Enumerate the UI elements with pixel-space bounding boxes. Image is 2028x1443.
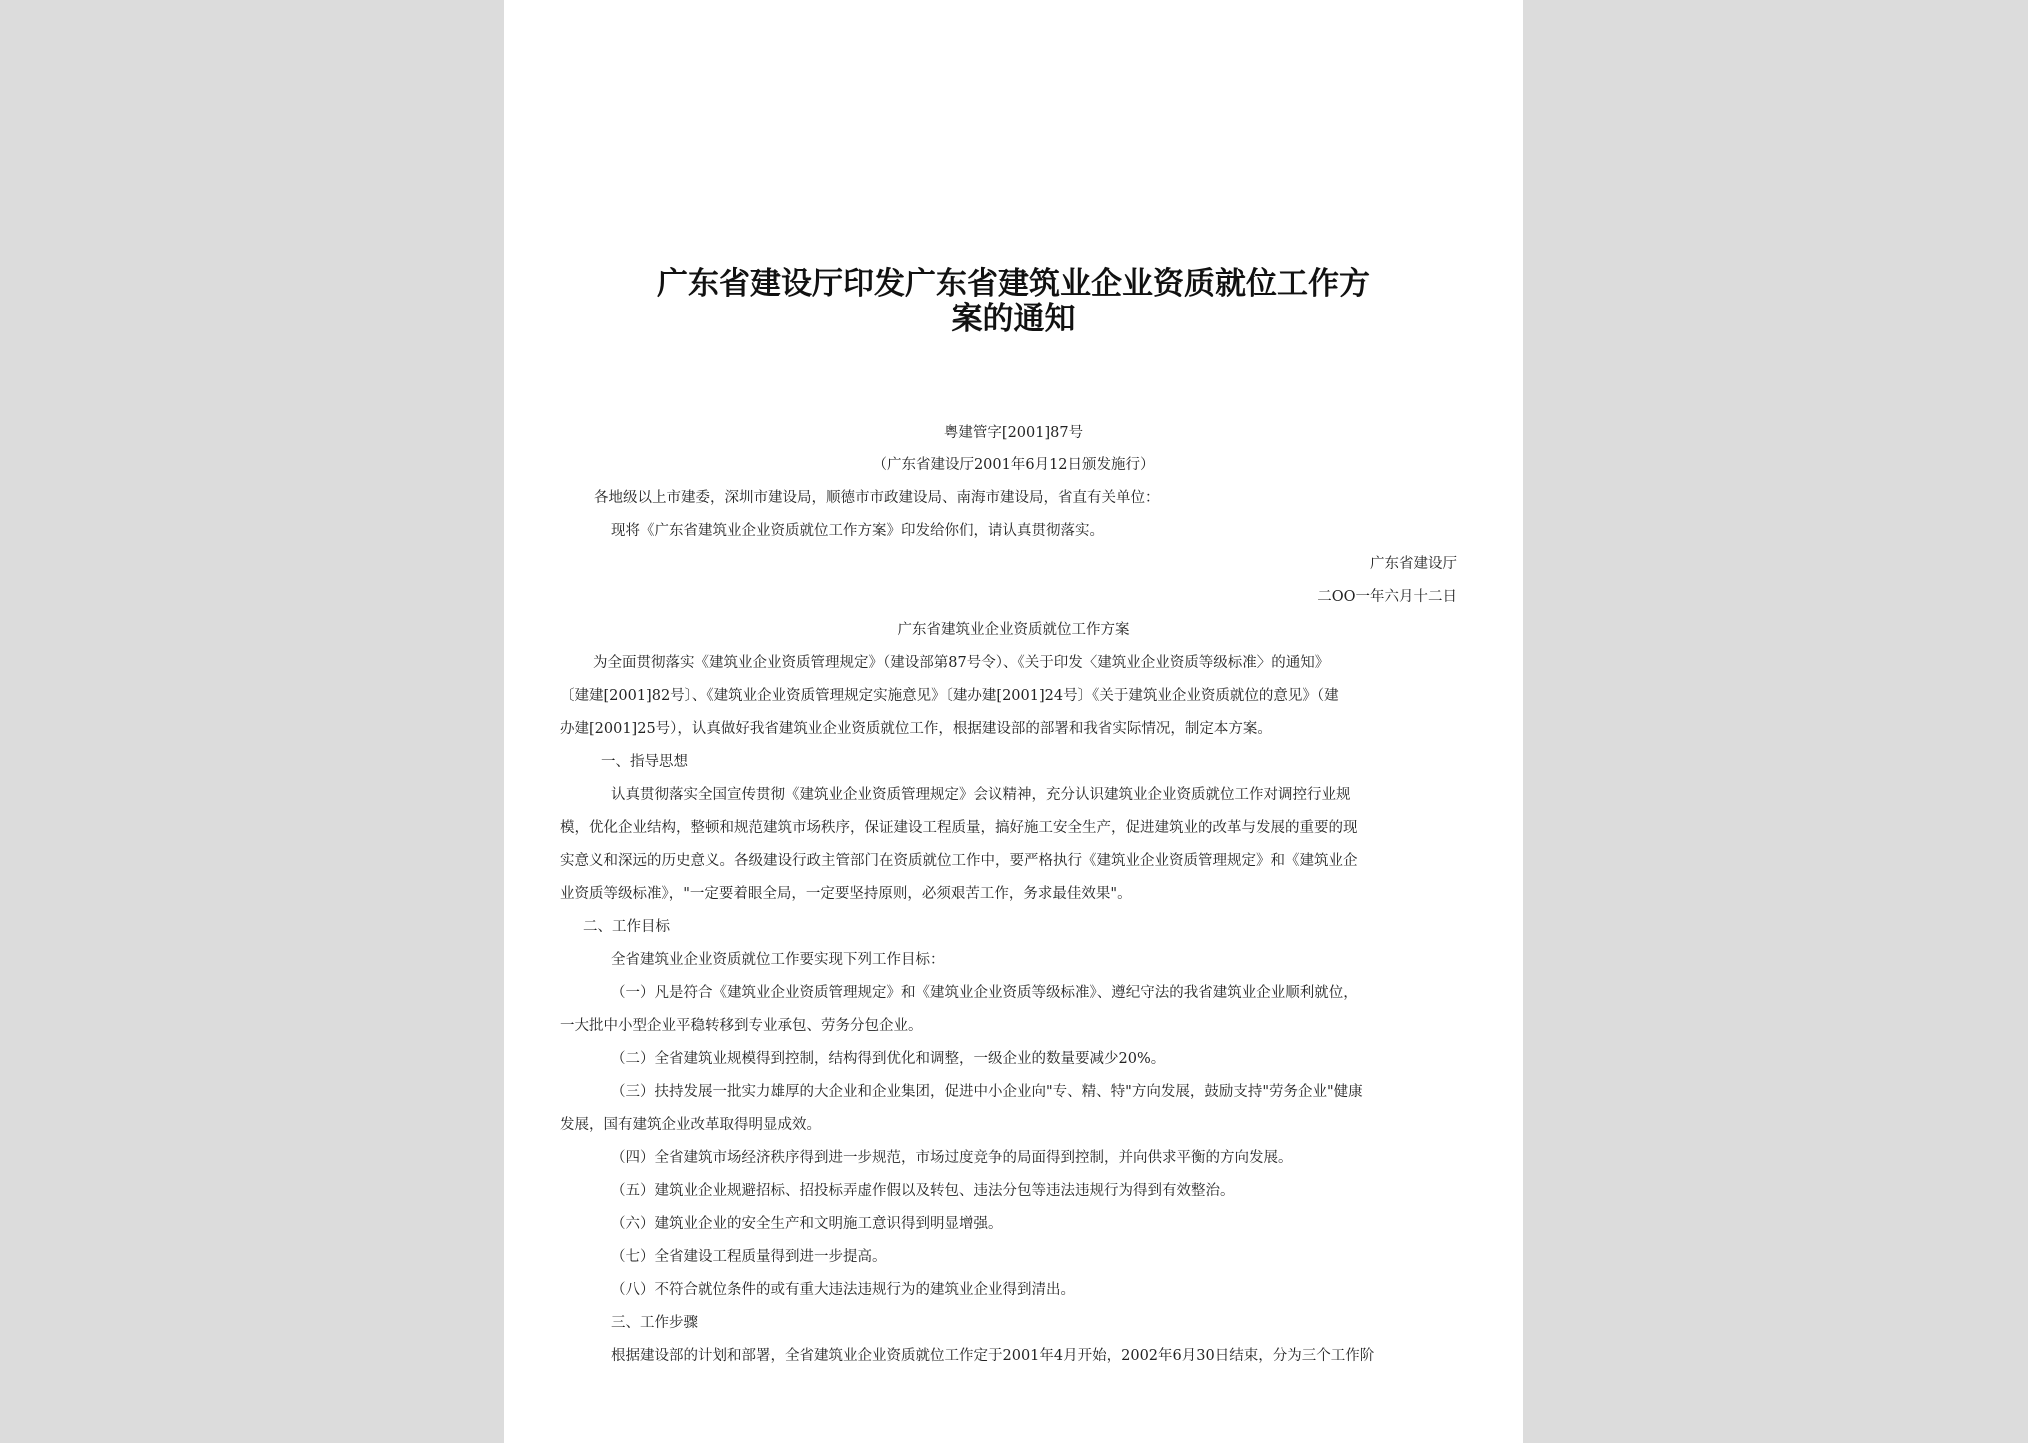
plan-title: 广东省建筑业企业资质就位工作方案 <box>897 622 1130 638</box>
document-title-line-2: 案的通知 <box>951 301 1076 337</box>
section-heading-3: 三、工作步骤 <box>611 1315 698 1331</box>
document-page <box>504 0 1523 1443</box>
body-line: （一）凡是符合《建筑业企业资质管理规定》和《建筑业企业资质等级标准》、遵纪守法的我省建筑业企业顺利就位， <box>611 985 1358 1001</box>
body-line: （五）建筑业企业规避招标、招投标弄虚作假以及转包、违法分包等违法违规行为得到有效整治。 <box>611 1183 1235 1199</box>
body-line: 一大批中小型企业平稳转移到专业承包、劳务分包企业。 <box>560 1018 923 1034</box>
body-line: 业资质等级标准》，"一定要着眼全局，一定要坚持原则，必须艰苦工作，务求最佳效果"。 <box>560 886 1132 902</box>
body-line: 为全面贯彻落实《建筑业企业资质管理规定》（建设部第87号令）、《关于印发〈建筑业企业资质等级标准〉的通知》 <box>593 655 1330 671</box>
body-line: 全省建筑业企业资质就位工作要实现下列工作目标： <box>611 952 945 968</box>
addressee-line: 各地级以上市建委，深圳市建设局，顺德市市政建设局、南海市建设局，省直有关单位： <box>594 490 1160 506</box>
body-line: （八）不符合就位条件的或有重大违法违规行为的建筑业企业得到清出。 <box>611 1282 1075 1298</box>
sign-date: 二OO一年六月十二日 <box>1317 589 1457 605</box>
body-line: 发展，国有建筑企业改革取得明显成效。 <box>560 1117 821 1133</box>
body-line: 办建[2001]25号），认真做好我省建筑业企业资质就位工作，根据建设部的部署和我省实际情况，制定本方案。 <box>560 721 1272 737</box>
body-line: 认真贯彻落实全国宣传贯彻《建筑业企业资质管理规定》会议精神，充分认识建筑业企业资质就位工作对调控行业规 <box>611 787 1351 803</box>
body-line: （六）建筑业企业的安全生产和文明施工意识得到明显增强。 <box>611 1216 1003 1232</box>
issued-note: （广东省建设厅2001年6月12日颁发施行） <box>872 457 1155 473</box>
body-line: 〔建建[2001]82号〕、《建筑业企业资质管理规定实施意见》〔建办建[2001]24号〕《关于建筑业企业资质就位的意见》（建 <box>560 688 1339 704</box>
body-line: 实意义和深远的历史意义。各级建设行政主管部门在资质就位工作中，要严格执行《建筑业企业资质管理规定》和《建筑业企 <box>560 853 1358 869</box>
body-line: （三）扶持发展一批实力雄厚的大企业和企业集团，促进中小企业向"专、精、特"方向发展，鼓励支持"劳务企业"健康 <box>611 1084 1363 1100</box>
section-heading-2: 二、工作目标 <box>583 919 670 935</box>
document-title-line-1: 广东省建设厅印发广东省建筑业企业资质就位工作方 <box>657 266 1370 302</box>
signer: 广东省建设厅 <box>1370 556 1457 572</box>
intro-paragraph: 现将《广东省建筑业企业资质就位工作方案》印发给你们，请认真贯彻落实。 <box>611 523 1104 539</box>
body-line: 模，优化企业结构，整顿和规范建筑市场秩序，保证建设工程质量，搞好施工安全生产，促进建筑业的改革与发展的重要的现 <box>560 820 1358 836</box>
body-line: （四）全省建筑市场经济秩序得到进一步规范，市场过度竞争的局面得到控制，并向供求平衡的方向发展。 <box>611 1150 1293 1166</box>
body-line: 根据建设部的计划和部署，全省建筑业企业资质就位工作定于2001年4月开始，2002年6月30日结束，分为三个工作阶 <box>611 1348 1375 1364</box>
section-heading-1: 一、指导思想 <box>601 754 688 770</box>
body-line: （二）全省建筑业规模得到控制，结构得到优化和调整，一级企业的数量要减少20%。 <box>611 1051 1166 1067</box>
document-number: 粤建管字[2001]87号 <box>943 425 1084 441</box>
body-line: （七）全省建设工程质量得到进一步提高。 <box>611 1249 887 1265</box>
